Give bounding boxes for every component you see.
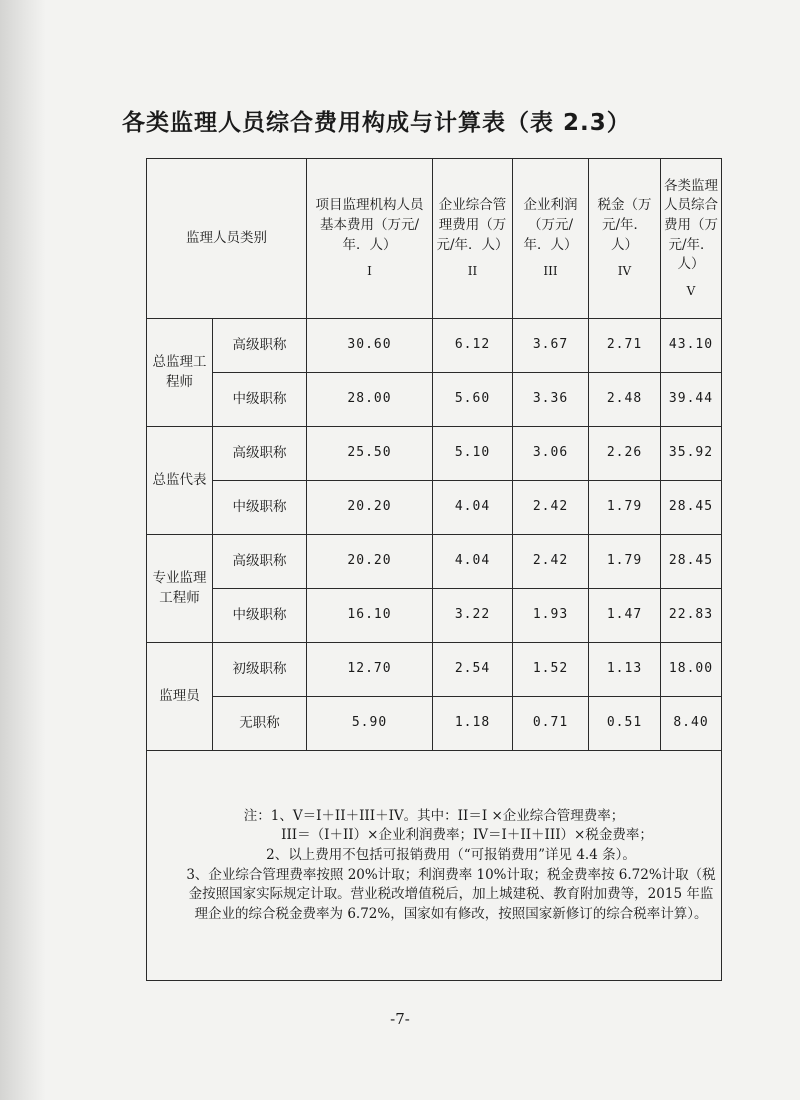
table-row [147, 373, 722, 427]
page-binding-shadow [0, 0, 46, 1100]
value-cell: 1.79 [589, 535, 661, 589]
value-cell: 3.36 [513, 373, 589, 427]
notes-row [147, 751, 722, 981]
value-cell: 20.20 [307, 481, 433, 535]
group-name: 总监理工程师 [147, 319, 213, 427]
value-cell: 8.40 [661, 697, 722, 751]
header-col-label: 企业综合管理费用（万元/年．人） [436, 197, 509, 253]
value-cell: 30.60 [307, 319, 433, 373]
note-line: 注：1、V＝I＋II＋III＋IV。其中：II＝I ×企业综合管理费率； [243, 807, 625, 824]
header-col-roman: III [543, 264, 558, 279]
table-row [147, 589, 722, 643]
header-col [589, 159, 661, 319]
value-cell: 5.90 [307, 697, 433, 751]
value-cell: 1.13 [589, 643, 661, 697]
table-row [147, 481, 722, 535]
table-row [147, 535, 722, 589]
header-col-label: 企业利润（万元/年．人） [523, 197, 578, 253]
value-cell: 3.06 [513, 427, 589, 481]
note-line: III＝（I＋II）×企业利润费率；IV＝I＋II＋III）×税金费率； [281, 827, 653, 844]
value-cell: 0.51 [589, 697, 661, 751]
value-cell: 1.47 [589, 589, 661, 643]
header-category [147, 159, 307, 319]
header-col-roman: IV [617, 264, 632, 279]
header-col [433, 159, 513, 319]
value-cell: 1.52 [513, 643, 589, 697]
value-cell: 20.20 [307, 535, 433, 589]
value-cell: 3.22 [433, 589, 513, 643]
level-cell: 中级职称 [213, 373, 307, 427]
table-row [147, 643, 722, 697]
note-line: 2、以上费用不包括可报销费用（“可报销费用”详见 4.4 条）。 [266, 846, 636, 863]
value-cell: 2.48 [589, 373, 661, 427]
page-title: 各类监理人员综合费用构成与计算表（表 2.3） [122, 110, 631, 136]
value-cell: 1.18 [433, 697, 513, 751]
value-cell: 25.50 [307, 427, 433, 481]
level-cell: 无职称 [213, 697, 307, 751]
value-cell: 35.92 [661, 427, 722, 481]
value-cell: 1.79 [589, 481, 661, 535]
group-name: 监理员 [147, 643, 213, 751]
header-col [661, 159, 722, 319]
value-cell: 2.54 [433, 643, 513, 697]
page-number: -7- [390, 1010, 410, 1028]
value-cell: 28.00 [307, 373, 433, 427]
value-cell: 16.10 [307, 589, 433, 643]
header-col-label: 各类监理人员综合费用（万元/年．人） [664, 177, 718, 273]
value-cell: 43.10 [661, 319, 722, 373]
header-col-roman: I [367, 264, 372, 279]
fee-composition-table [146, 158, 722, 981]
value-cell: 12.70 [307, 643, 433, 697]
value-cell: 4.04 [433, 535, 513, 589]
value-cell: 2.71 [589, 319, 661, 373]
value-cell: 2.42 [513, 535, 589, 589]
value-cell: 28.45 [661, 481, 722, 535]
level-cell: 高级职称 [213, 319, 307, 373]
header-category-label: 监理人员类别 [186, 229, 267, 246]
table-row [147, 697, 722, 751]
table-header-row [147, 159, 722, 319]
header-col-roman: II [467, 264, 478, 279]
level-cell: 初级职称 [213, 643, 307, 697]
level-cell: 高级职称 [213, 535, 307, 589]
value-cell: 39.44 [661, 373, 722, 427]
group-name: 专业监理工程师 [147, 535, 213, 643]
value-cell: 22.83 [661, 589, 722, 643]
table-row [147, 319, 722, 373]
value-cell: 0.71 [513, 697, 589, 751]
header-col-label: 税金（万元/年．人） [597, 197, 652, 253]
header-col-label: 项目监理机构人员基本费用（万元/年．人） [315, 197, 424, 253]
note-line: 3、企业综合管理费率按照 20%计取；利润费率 10%计取；税金费率按 6.72%计取（税金按照国家实际规定计取。营业税改增值税后，加上城建税、教育附加费等，2015 年监理企业的综合税金费率为 6.72%，国家如有修改，按照国家新修订的综合税率计算）。 [186, 866, 716, 922]
value-cell: 5.10 [433, 427, 513, 481]
level-cell: 中级职称 [213, 589, 307, 643]
value-cell: 2.42 [513, 481, 589, 535]
value-cell: 1.93 [513, 589, 589, 643]
notes-cell [147, 751, 722, 981]
value-cell: 4.04 [433, 481, 513, 535]
header-col [513, 159, 589, 319]
value-cell: 2.26 [589, 427, 661, 481]
value-cell: 3.67 [513, 319, 589, 373]
value-cell: 6.12 [433, 319, 513, 373]
table-row [147, 427, 722, 481]
value-cell: 5.60 [433, 373, 513, 427]
level-cell: 中级职称 [213, 481, 307, 535]
header-col [307, 159, 433, 319]
group-name: 总监代表 [147, 427, 213, 535]
header-col-roman: V [686, 283, 696, 298]
value-cell: 28.45 [661, 535, 722, 589]
value-cell: 18.00 [661, 643, 722, 697]
level-cell: 高级职称 [213, 427, 307, 481]
